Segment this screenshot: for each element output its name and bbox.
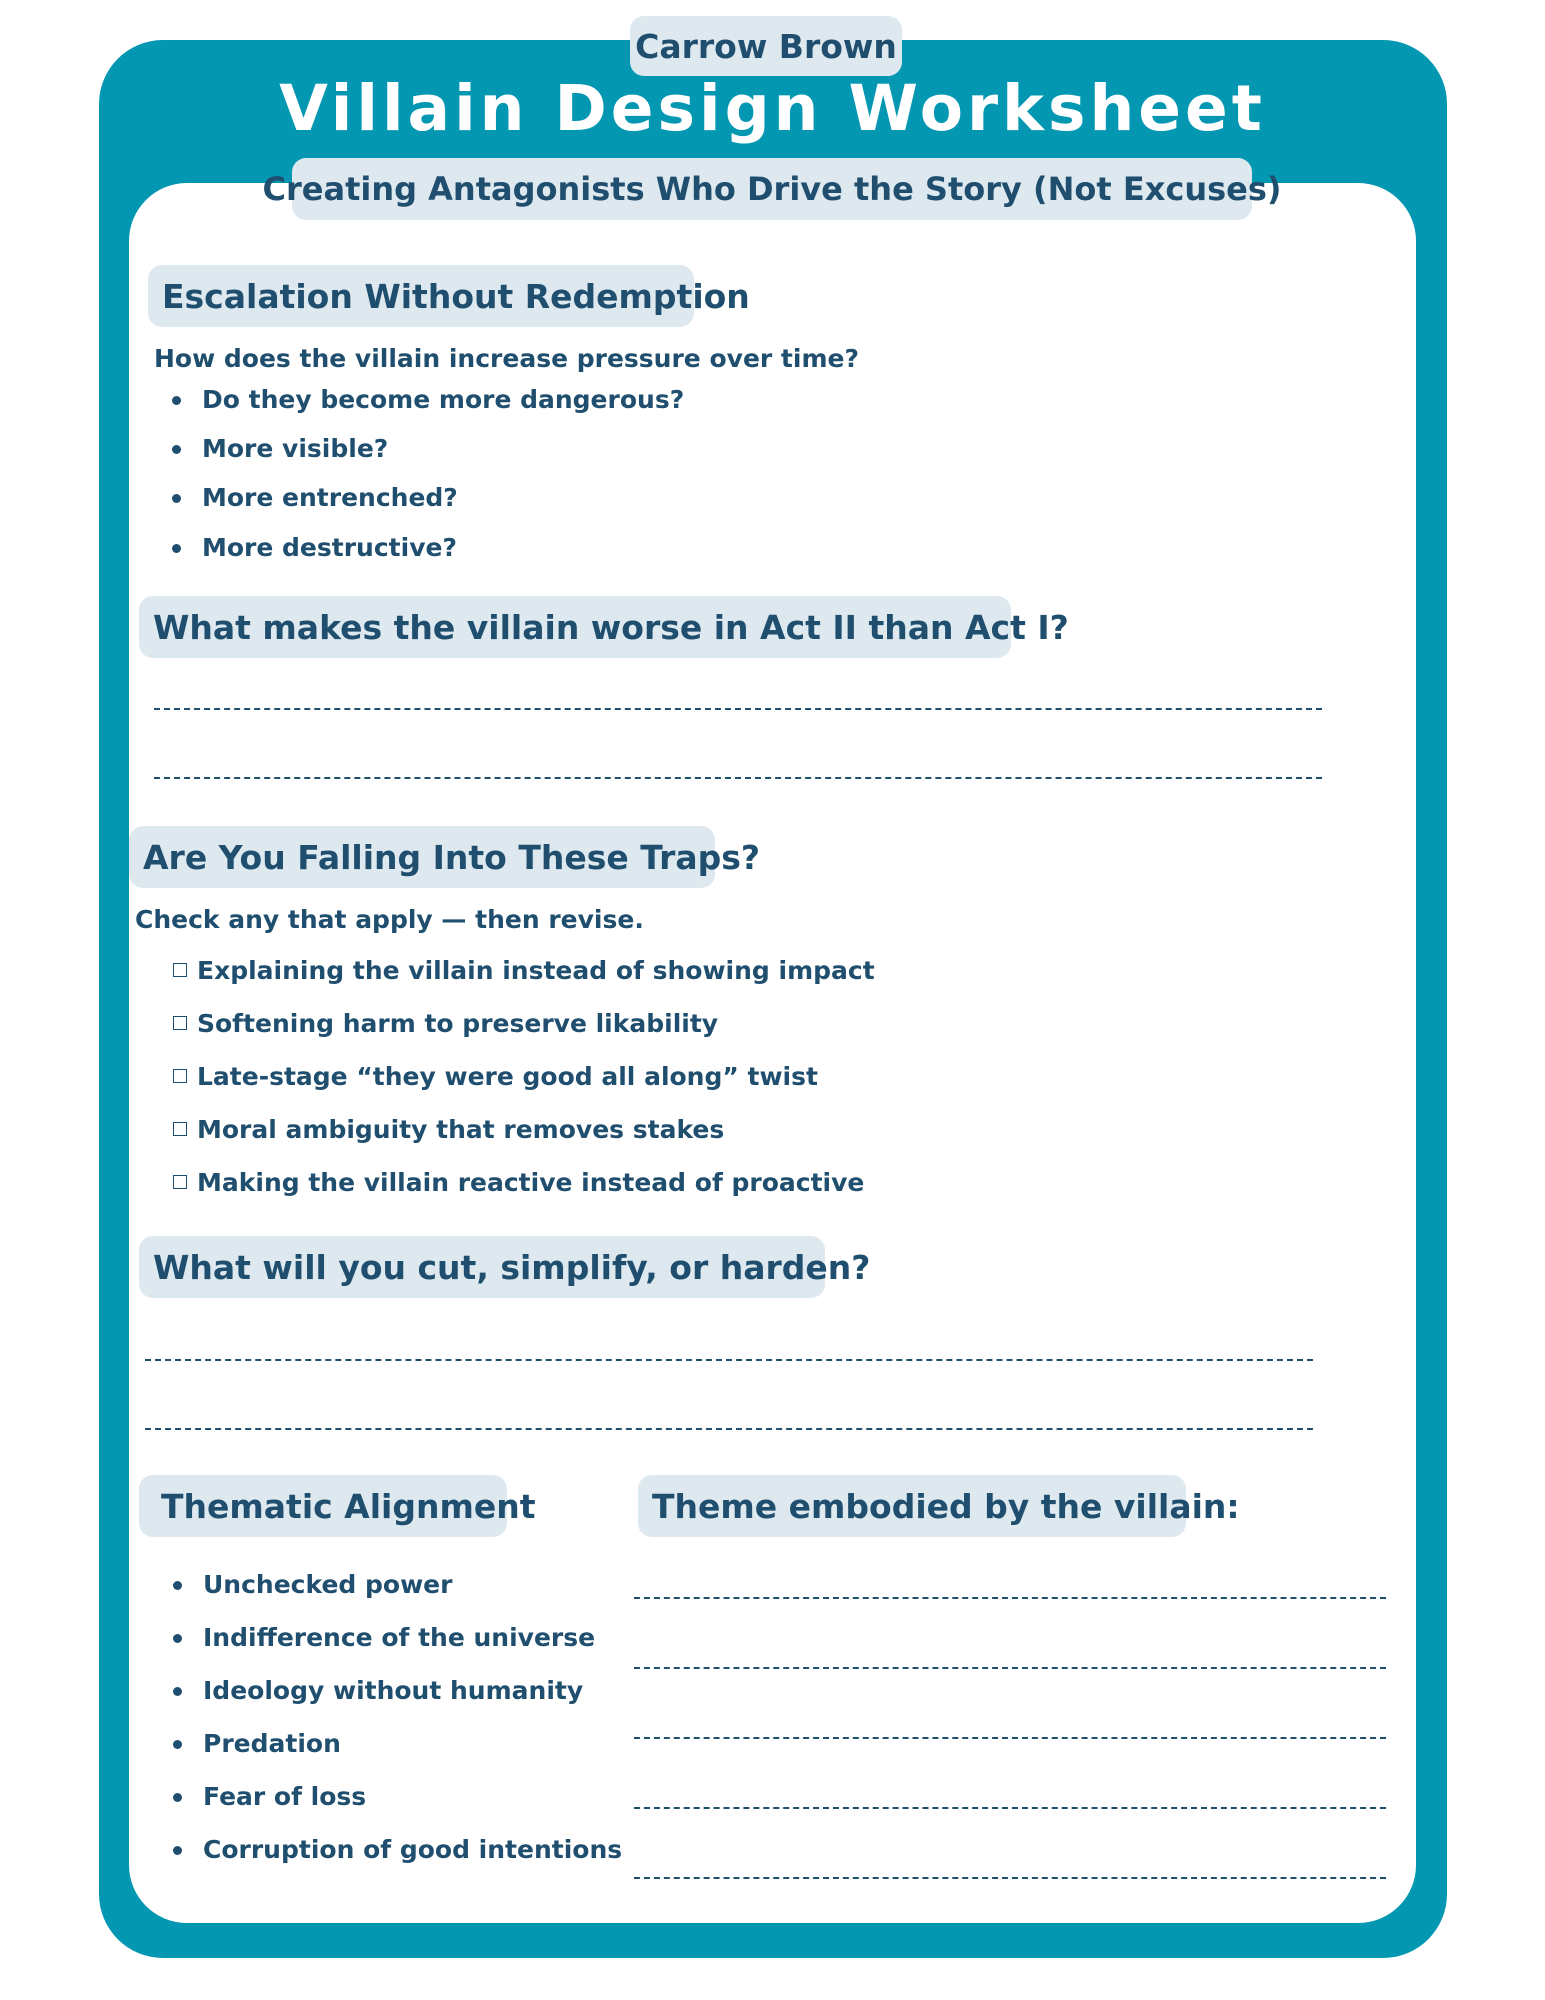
escalation-prompt: How does the villain increase pressure over time?	[154, 344, 859, 373]
trap-item[interactable]: Moral ambiguity that removes stakes	[173, 1115, 724, 1144]
trap-item[interactable]: Late-stage “they were good all along” twist	[173, 1062, 818, 1091]
answer-line[interactable]	[145, 1359, 1313, 1361]
thematic-bullet: Indifference of the universe	[203, 1623, 596, 1652]
answer-line[interactable]	[154, 708, 1322, 710]
checkbox-icon[interactable]	[173, 1122, 187, 1136]
thematic-bullet: Fear of loss	[203, 1782, 367, 1811]
theme-embodied-heading: Theme embodied by the villain:	[638, 1475, 1186, 1537]
escalation-bullet: Do they become more dangerous?	[202, 385, 685, 414]
traps-instruction: Check any that apply — then revise.	[135, 905, 644, 934]
thematic-bullet: Unchecked power	[203, 1570, 453, 1599]
page-title: Villain Design Worksheet	[279, 72, 1266, 145]
thematic-bullet: Ideology without humanity	[203, 1676, 584, 1705]
answer-line[interactable]	[154, 777, 1322, 779]
act-question-heading: What makes the villain worse in Act II than Act I?	[139, 596, 1011, 658]
answer-line[interactable]	[634, 1737, 1386, 1739]
trap-item[interactable]: Making the villain reactive instead of proactive	[173, 1168, 864, 1197]
escalation-bullet: More entrenched?	[202, 483, 458, 512]
traps-heading: Are You Falling Into These Traps?	[129, 826, 715, 888]
trap-item[interactable]: Softening harm to preserve likability	[173, 1009, 718, 1038]
thematic-bullet: Corruption of good intentions	[203, 1835, 623, 1864]
thematic-bullet: Predation	[203, 1729, 341, 1758]
answer-line[interactable]	[634, 1877, 1386, 1879]
subtitle-banner: Creating Antagonists Who Drive the Story (Not Excuses)	[292, 158, 1252, 220]
checkbox-icon[interactable]	[173, 1069, 187, 1083]
escalation-bullet: More destructive?	[202, 533, 457, 562]
thematic-heading: Thematic Alignment	[139, 1475, 507, 1537]
checkbox-icon[interactable]	[173, 1175, 187, 1189]
author-badge: Carrow Brown	[630, 16, 902, 76]
answer-line[interactable]	[634, 1667, 1386, 1669]
answer-line[interactable]	[634, 1807, 1386, 1809]
answer-line[interactable]	[634, 1597, 1386, 1599]
trap-item[interactable]: Explaining the villain instead of showing impact	[173, 956, 875, 985]
answer-line[interactable]	[145, 1428, 1313, 1430]
escalation-bullet: More visible?	[202, 434, 389, 463]
checkbox-icon[interactable]	[173, 1016, 187, 1030]
escalation-heading: Escalation Without Redemption	[148, 265, 694, 327]
checkbox-icon[interactable]	[173, 963, 187, 977]
cut-question-heading: What will you cut, simplify, or harden?	[139, 1236, 825, 1298]
